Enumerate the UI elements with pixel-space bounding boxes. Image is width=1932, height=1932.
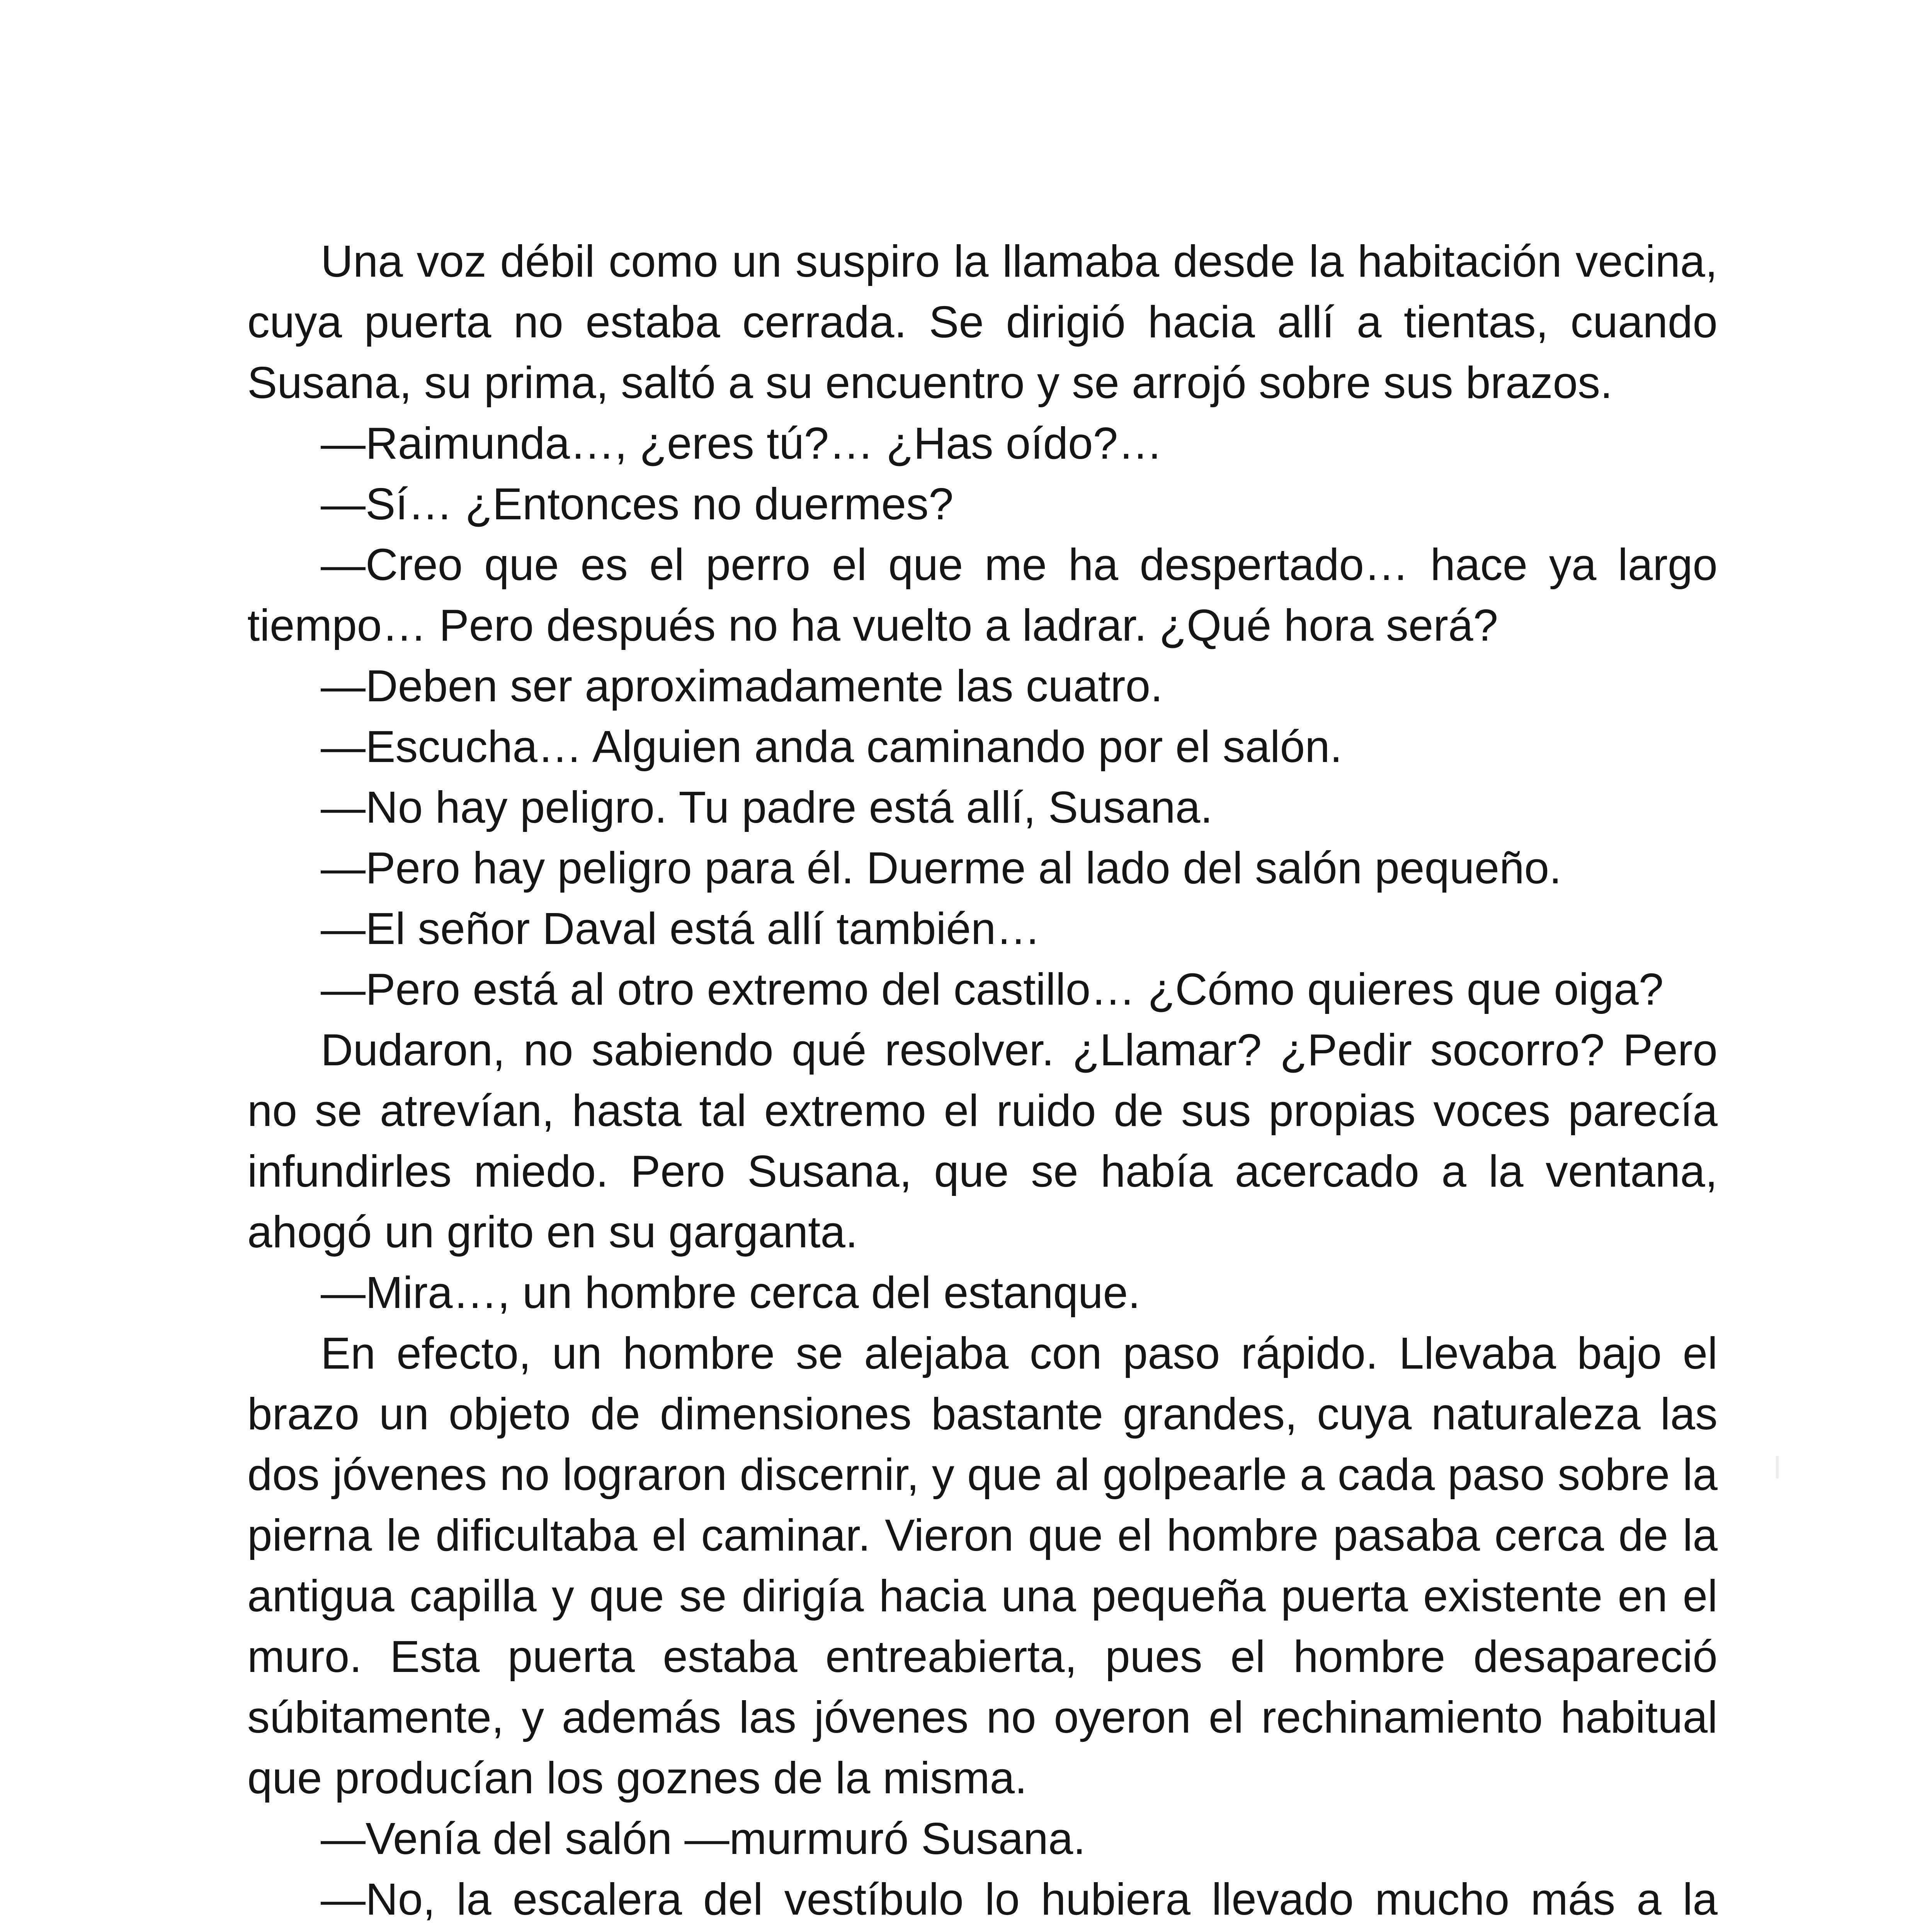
paragraph-3: —Sí… ¿Entonces no duermes? [321,479,954,529]
body-text [247,231,1718,1932]
paragraph-6: —Escucha… Alguien anda caminando por el salón. [321,721,1342,772]
paragraph-9: —El señor Daval está allí también… [321,903,1041,954]
scan-mark [1776,1456,1779,1478]
paragraph-10: —Pero está al otro extremo del castillo… ¿Cómo quieres que oiga? [321,964,1664,1014]
paragraph-13: En efecto, un hombre se alejaba con paso rápido. Llevaba bajo el brazo un objeto de dimensiones bastante grandes, cuya naturaleza las dos jóvenes no lograron discernir, y que al golpearle a cada paso sobre la pierna le dificultaba el caminar. Vieron que el hombre pasaba cerca de la antigua capilla y que se dirigía hacia una pequeña puerta existente en el muro. Esta puerta estaba entreabierta, pues el hombre desapareció súbitamente, y además las jóvenes no oyeron el rechinamiento habitual que producían los goznes de la misma. [247,1328,1718,1803]
paragraph-8: —Pero hay peligro para él. Duerme al lado del salón pequeño. [321,843,1562,893]
paragraph-4: —Creo que es el perro el que me ha despertado… hace ya largo tiempo… Pero después no ha vuelto a ladrar. ¿Qué hora será? [247,539,1718,650]
paragraph-14: —Venía del salón —murmuró Susana. [321,1813,1086,1864]
paragraph-15: —No, la escalera del vestíbulo lo hubiera llevado mucho más a la [321,1874,1718,1924]
paragraph-11: Dudaron, no sabiendo qué resolver. ¿Llamar? ¿Pedir socorro? Pero no se atrevían, hasta tal extremo el ruido de sus propias voces parecía infundirles miedo. Pero Susana, que se había acercado a la ventana, ahogó un grito en su garganta. [247,1025,1718,1257]
paragraph-12: —Mira…, un hombre cerca del estanque. [321,1267,1141,1318]
paragraph-2: —Raimunda…, ¿eres tú?… ¿Has oído?… [321,418,1163,468]
paragraph-1: Una voz débil como un suspiro la llamaba desde la habitación vecina, cuya puerta no estaba cerrada. Se dirigió hacia allí a tientas, cuando Susana, su prima, saltó a su encuentro y se arrojó sobre sus brazos. [247,236,1718,408]
paragraph-5: —Deben ser aproximadamente las cuatro. [321,661,1163,711]
paragraph-7: —No hay peligro. Tu padre está allí, Susana. [321,782,1213,832]
